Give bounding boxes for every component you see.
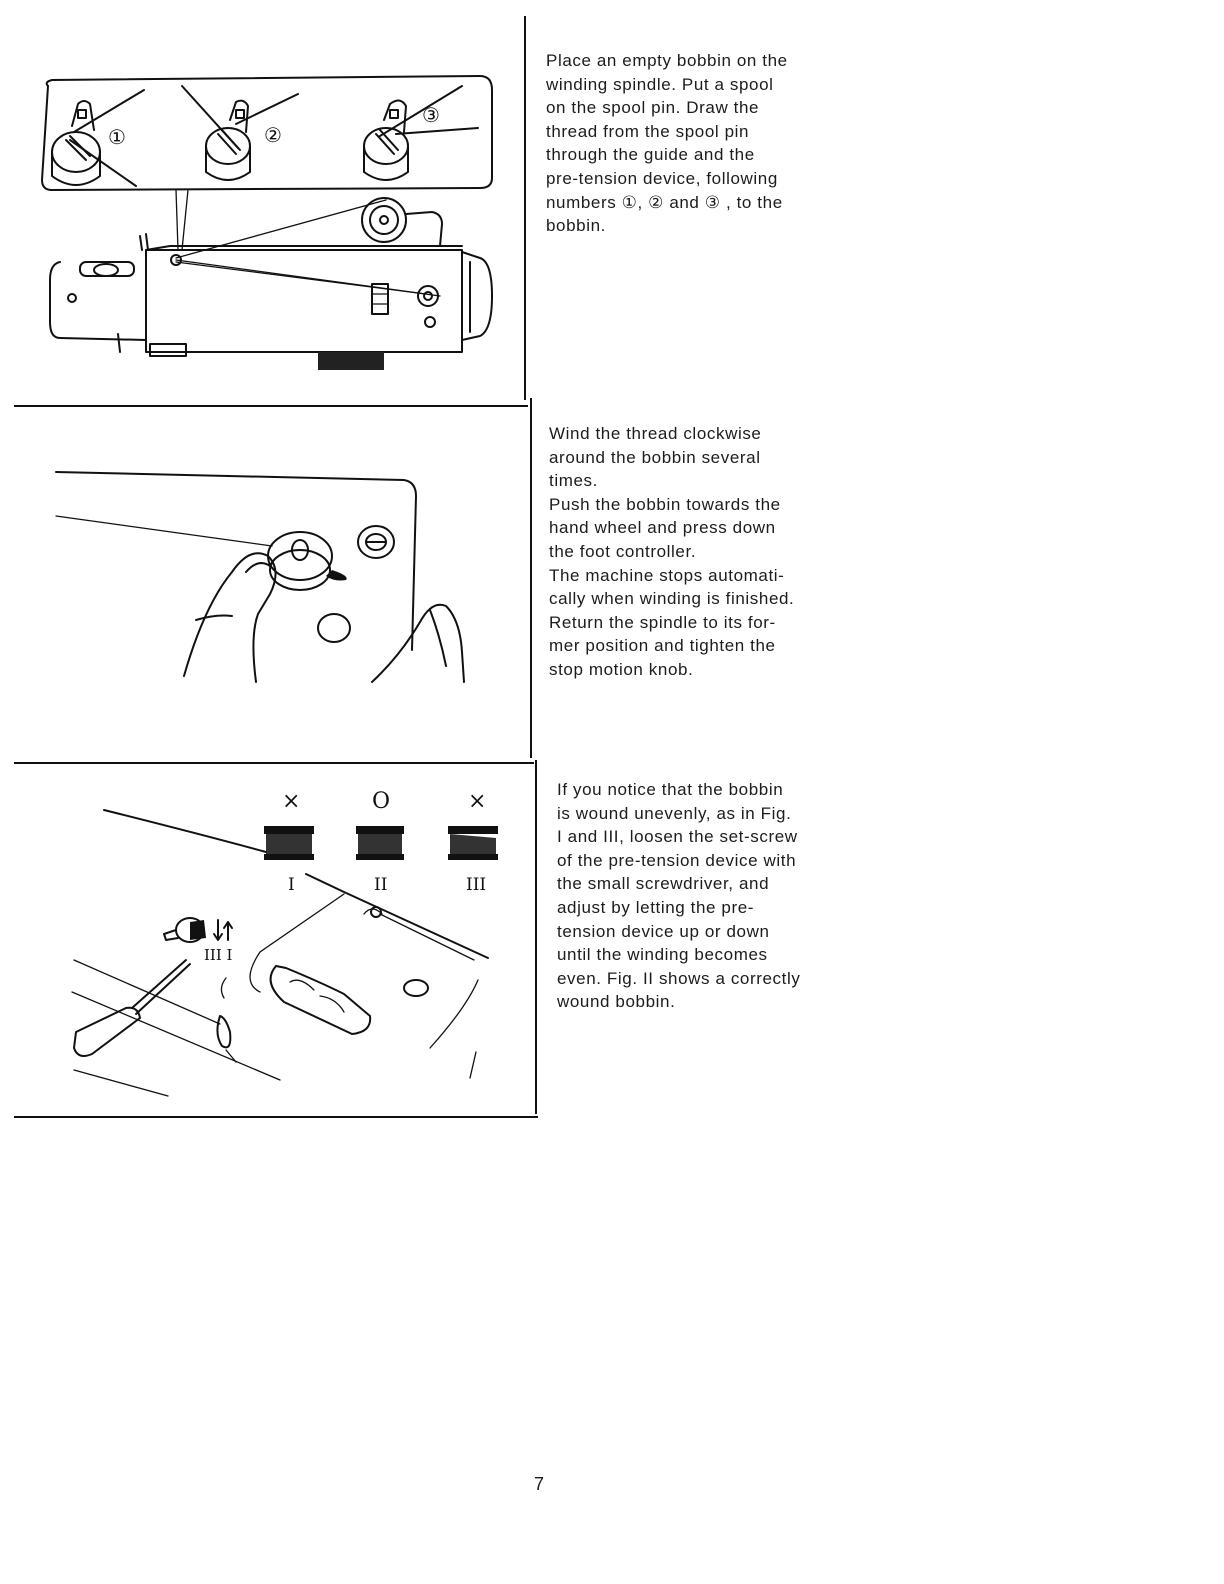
inset-guide-3 [364,86,478,180]
finger-hand [372,605,464,682]
spindle-stop-knob [358,526,394,558]
bobbin-on-spindle [268,532,347,590]
fig-label-3: III [466,875,487,895]
bobbin-fig-1 [264,826,314,860]
label-2: ② [264,123,282,147]
bobbin-fig-3 [448,826,498,860]
pretension-device [164,918,233,964]
bobbin-fig-2 [356,826,404,860]
instruction-text-1: Place an empty bobbin on the winding spindle. Put a spool on the spool pin. Draw the thread from the spool pin through the guide and the pre-tension device, following numbers ①, ② and ③ , to the bobbin. [546,51,788,236]
figure-winding-bobbin [0,406,530,762]
thread-guide-hook [217,909,382,1062]
thumb-hand [184,553,276,682]
fig-label-2: II [374,875,388,895]
page-number: 7 [534,1474,545,1494]
figure-pretension-adjustment [0,762,536,1116]
figure-threading-diagram [0,0,530,400]
sewing-machine-top-view [50,198,492,370]
fig-label-1: I [288,875,295,895]
screwdriver [74,960,190,1056]
vertical-divider-middle [530,398,532,758]
bobbin-comparison [264,789,498,895]
device-label: III I [204,946,233,964]
mark-correct: O [372,789,391,814]
label-3: ③ [422,103,440,127]
horizontal-divider-3 [14,1116,538,1118]
label-1: ① [108,125,126,149]
instruction-text-3: If you notice that the bobbin is wound unevenly, as in Fig. I and III, loosen the set-screw of the pre-tension device with the small screwdriver, and adjust by letting the pre- tension device up or down until the winding becomes even. Fig. II shows a correctly wound bobbin. [557,780,801,1012]
inset-guide-2 [182,86,298,180]
mark-incorrect-1: × [282,789,301,814]
instruction-text-2: Wind the thread clockwise around the bobbin several times. Push the bobbin towards the hand wheel and press down the foot controller. The machine stops automati- cally when winding is finished. Return the spindle to its for- mer position and tighten the stop motion knob. [549,424,795,679]
inset-guide-1 [52,90,144,186]
mark-incorrect-2: × [468,789,487,814]
